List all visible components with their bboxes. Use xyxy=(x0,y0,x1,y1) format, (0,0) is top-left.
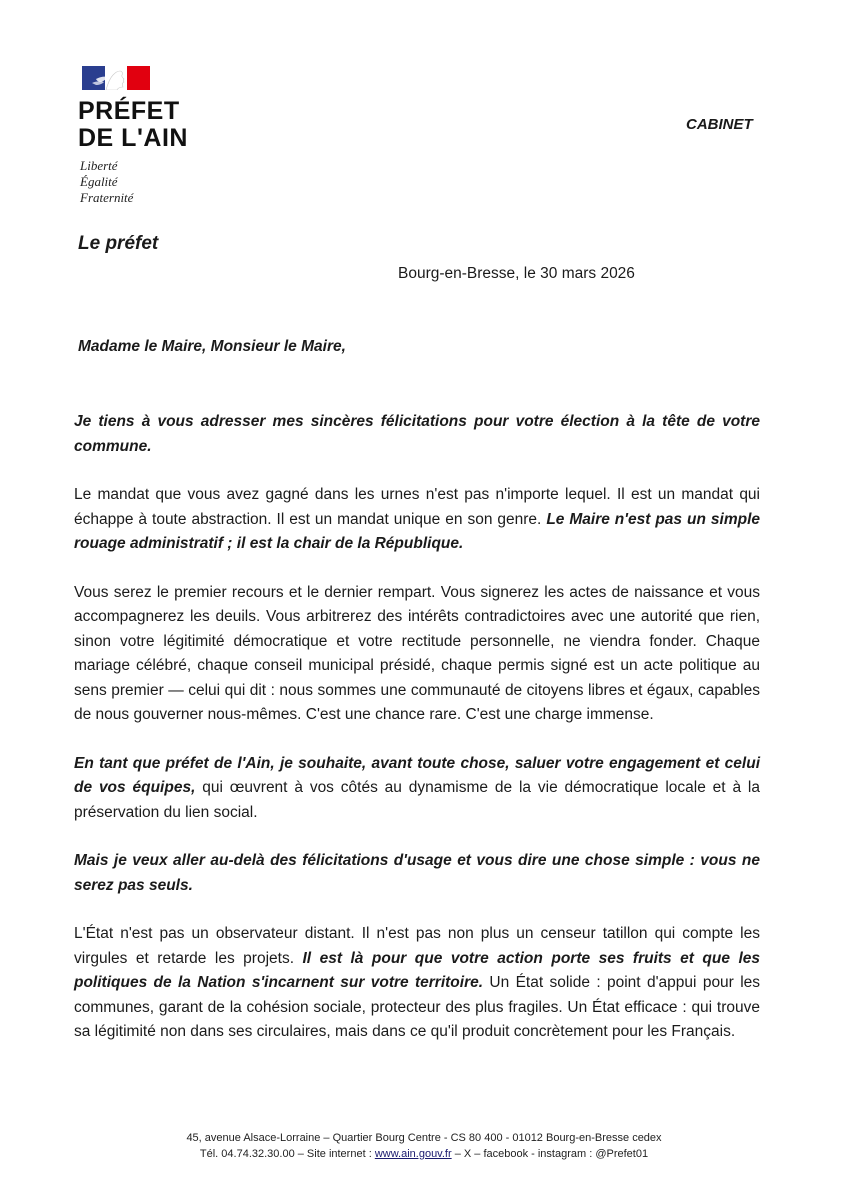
signatory-title: Le préfet xyxy=(78,233,159,254)
date-line: Bourg-en-Bresse, le 30 mars 2026 xyxy=(398,265,635,282)
devise-egalite: Égalité xyxy=(80,174,118,189)
paragraph-2 xyxy=(74,483,760,557)
paragraph-2-emphasis: Le Maire n'est pas un simple rouage administratif ; il est la chair de la République. xyxy=(74,510,760,552)
paragraph-1-text: Je tiens à vous adresser mes sincères félicitations pour votre élection à la tête de votre commune. xyxy=(74,413,760,455)
paragraph-5-text: Mais je veux aller au-delà des félicitations d'usage et vous dire une chose simple : vous ne serez pas seuls. xyxy=(74,852,760,894)
footer-contact xyxy=(0,1146,848,1162)
paragraph-3 xyxy=(74,581,760,728)
footer-website-link[interactable]: www.ain.gouv.fr xyxy=(374,1148,452,1160)
paragraph-5 xyxy=(74,849,760,898)
footer-address: 45, avenue Alsace-Lorraine – Quartier Bourg Centre - CS 80 400 - 01012 Bourg-en-Bresse cedex xyxy=(186,1132,662,1144)
footer-social: – X – facebook - instagram : @Prefet01 xyxy=(451,1148,649,1160)
paragraph-2-text: Le mandat que vous avez gagné dans les urnes n'est pas n'importe lequel. Il est un mandat qui échappe à toute abstraction. Il est un mandat unique en son genre. xyxy=(74,486,760,528)
paragraph-4-text: qui œuvrent à vos côtés au dynamisme de la vie démocratique locale et à la préservation du lien social. xyxy=(74,779,760,821)
prefet-title-line1: PRÉFET xyxy=(78,97,180,125)
footer-phone: Tél. 04.74.32.30.00 – Site internet : xyxy=(199,1148,375,1160)
paragraph-1 xyxy=(74,410,760,459)
paragraph-6-text-b: Un État solide : point d'appui pour les communes, garant de la cohésion sociale, protecteur des plus fragiles. Un État efficace : qui trouve sa légitimité non dans ses circulaires, mais dans ce qu'il produit concrètement pour les Français. xyxy=(74,974,761,1040)
prefet-title xyxy=(78,98,188,152)
paragraph-4 xyxy=(74,752,760,826)
paragraph-4-emphasis: En tant que préfet de l'Ain, je souhaite, avant toute chose, saluer votre engagement et celui de vos équipes, xyxy=(74,754,760,796)
paragraph-6-text-a: L'État n'est pas un observateur distant. Il n'est pas non plus un censeur tatillon qui compte les virgules et retarde les projets. xyxy=(74,925,760,967)
paragraph-3-text: Vous serez le premier recours et le dernier rempart. Vous signerez les actes de naissance et vous accompagnerez les deuils. Vous arbitrerez des intérêts contradictoires avec une autorité que rien, sinon votre légitimité démocratique et votre rectitude personnelle, ne viendra fonder. Chaque mariage célébré, chaque conseil municipal présidé, chaque permis signé est un acte politique au sens premier — celui qui dit : nous sommes une communauté de citoyens libres et égaux, capables de nous gouverner nous-mêmes. C'est une chance rare. C'est une charge immense. xyxy=(74,583,760,723)
devise xyxy=(80,158,133,206)
footer xyxy=(0,1130,848,1162)
prefet-title-line2: DE L'AIN xyxy=(78,124,188,152)
cabinet-label: CABINET xyxy=(686,116,753,133)
paragraph-6 xyxy=(74,922,760,1045)
paragraph-6-emphasis: Il est là pour que votre action porte ses fruits et que les politiques de la Nation s'incarnent sur votre territoire. xyxy=(74,949,761,991)
devise-liberte: Liberté xyxy=(80,158,118,173)
letter-body xyxy=(74,410,760,1069)
devise-fraternite: Fraternité xyxy=(80,190,134,205)
republique-francaise-logo-icon xyxy=(82,66,150,90)
salutation: Madame le Maire, Monsieur le Maire, xyxy=(78,338,346,355)
marianne-logo xyxy=(82,66,150,90)
